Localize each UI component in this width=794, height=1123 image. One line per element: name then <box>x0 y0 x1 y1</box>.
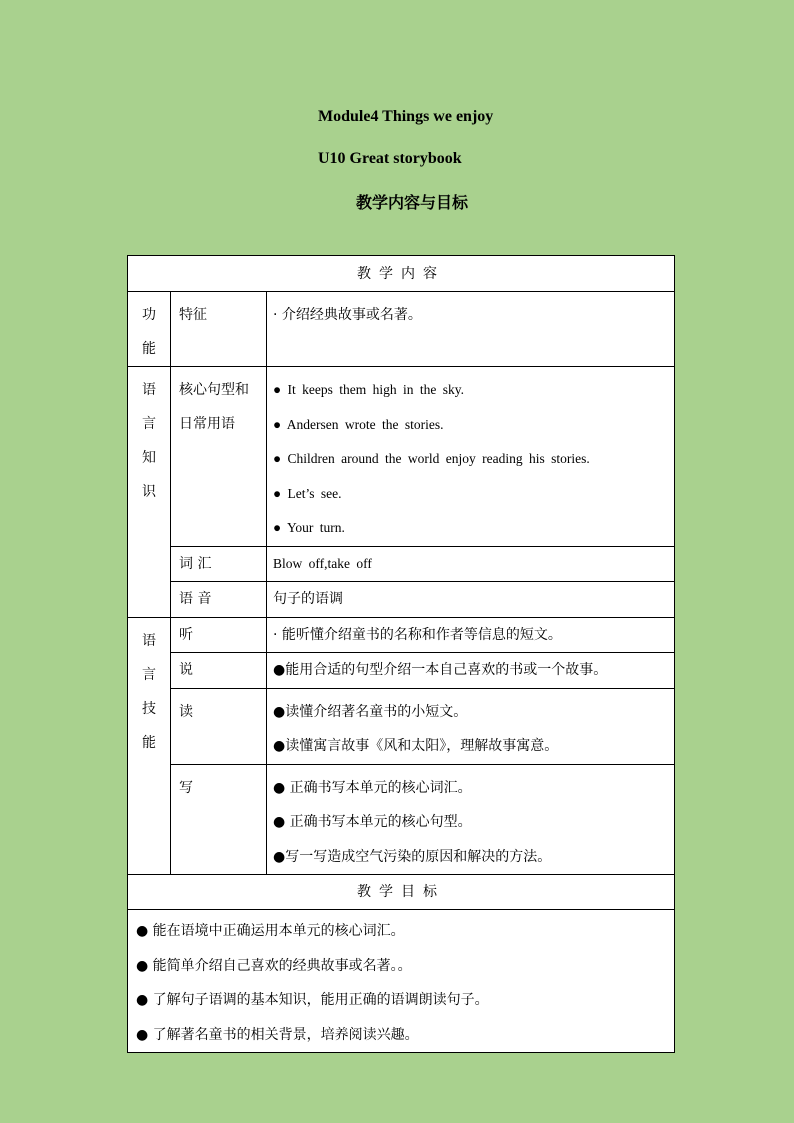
category-language-skills: 语 言 技 能 <box>128 617 171 875</box>
list-item: ●读懂介绍著名童书的小短文。 <box>273 703 468 720</box>
sentences-list <box>267 367 675 547</box>
list-item: ● 能在语境中正确运用本单元的核心词汇。 <box>136 923 405 939</box>
goals-list <box>128 910 675 1053</box>
category-language-knowledge: 语 言 知 识 <box>128 367 171 618</box>
list-item: ● 了解著名童书的相关背景，培养阅读兴趣。 <box>136 1026 419 1043</box>
section-subtitle: 教学内容与目标 <box>356 193 469 212</box>
write-list <box>267 764 675 875</box>
list-item: ● 正确书写本单元的核心词汇。 <box>273 779 472 796</box>
phonetics-label: 语 音 <box>171 582 267 618</box>
list-item: ● Your turn. <box>273 520 345 535</box>
module-title: Module4 Things we enjoy <box>318 108 494 125</box>
vocab-text: Blow off,take off <box>267 546 675 582</box>
list-item: ● Andersen wrote the stories. <box>273 416 444 432</box>
speak-label: 说 <box>171 653 267 689</box>
listen-label: 听 <box>171 617 267 653</box>
list-item: ● 了解句子语调的基本知识，能用正确的语调朗读句子。 <box>136 992 489 1008</box>
category-function: 功 能 <box>128 292 171 367</box>
speak-text: ●能用合适的句型介绍一本自己喜欢的书或一个故事。 <box>267 653 675 689</box>
vocab-label: 词 汇 <box>171 546 267 582</box>
read-list <box>267 688 675 764</box>
feature-text: · 介绍经典故事或名著。 <box>267 292 675 367</box>
list-item: ● Let’s see. <box>273 485 342 501</box>
teaching-content-table <box>127 255 675 1053</box>
list-item: ● Children around the world enjoy reading his stories. <box>273 451 590 466</box>
goals-header: 教学目标 <box>128 875 675 910</box>
content-header: 教学内容 <box>128 256 675 292</box>
list-item: ● 正确书写本单元的核心句型。 <box>273 814 472 830</box>
sentences-label: 核心句型和 日常用语 <box>171 367 267 547</box>
write-label: 写 <box>171 764 267 875</box>
read-label: 读 <box>171 688 267 764</box>
list-item: ● 能简单介绍自己喜欢的经典故事或名著。。 <box>136 957 412 974</box>
unit-title: U10 Great storybook <box>318 150 462 167</box>
list-item: ●写一写造成空气污染的原因和解决的方法。 <box>273 848 552 865</box>
feature-label: 特征 <box>171 292 267 367</box>
listen-text: · 能听懂介绍童书的名称和作者等信息的短文。 <box>267 617 675 653</box>
list-item: ● It keeps them high in the sky. <box>273 382 465 397</box>
phonetics-text: 句子的语调 <box>267 582 675 618</box>
list-item: ●读懂寓言故事《风和太阳》，理解故事寓意。 <box>273 738 559 754</box>
